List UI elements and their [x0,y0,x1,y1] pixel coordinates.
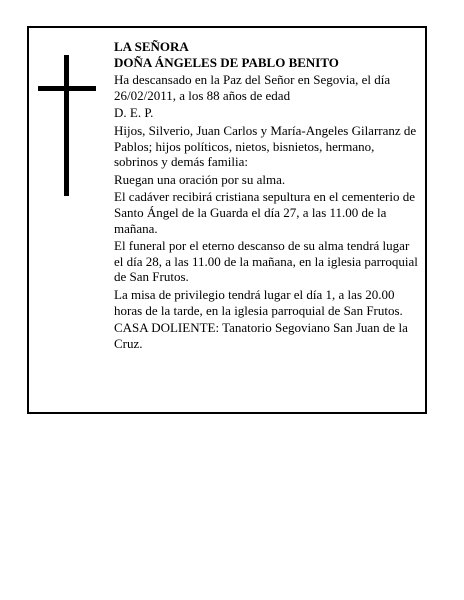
notice-title: LA SEÑORA [114,39,189,54]
burial-details: El cadáver recibirá cristiana sepultura en el cementerio de Santo Ángel de la Guarda el día 27, a las 11.00 de la mañana. [114,189,416,236]
mourning-house: CASA DOLIENTE: Tanatorio Segoviano San Juan de la Cruz. [114,320,408,351]
family-list: Hijos, Silverio, Juan Carlos y María-Angeles Gilarranz de Pablos; hijos políticos, nietos, bisnietos, hermano, sobrinos y demás familia: [114,122,417,170]
prayer-request: Ruegan una oración por su alma. [114,171,286,187]
funeral-details: El funeral por el eterno descanso de su alma tendrá lugar el día 28, a las 11.00 de la mañana, en la iglesia parroquial de San Frutos. [114,238,418,285]
cross-horizontal-bar [38,86,96,91]
latin-cross-icon [38,55,96,196]
death-announcement: Ha descansado en la Paz del Señor en Segovia, el día 26/02/2011, a los 88 años de edad [114,72,391,103]
rip-line: D. E. P. [114,105,154,121]
deceased-name: DOÑA ÁNGELES DE PABLO BENITO [114,54,339,70]
obituary-text [114,39,420,353]
mass-details: La misa de privilegio tendrá lugar el día 1, a las 20.00 horas de la tarde, en la iglesia parroquial de San Frutos. [114,286,403,318]
cross-vertical-bar [64,55,69,196]
